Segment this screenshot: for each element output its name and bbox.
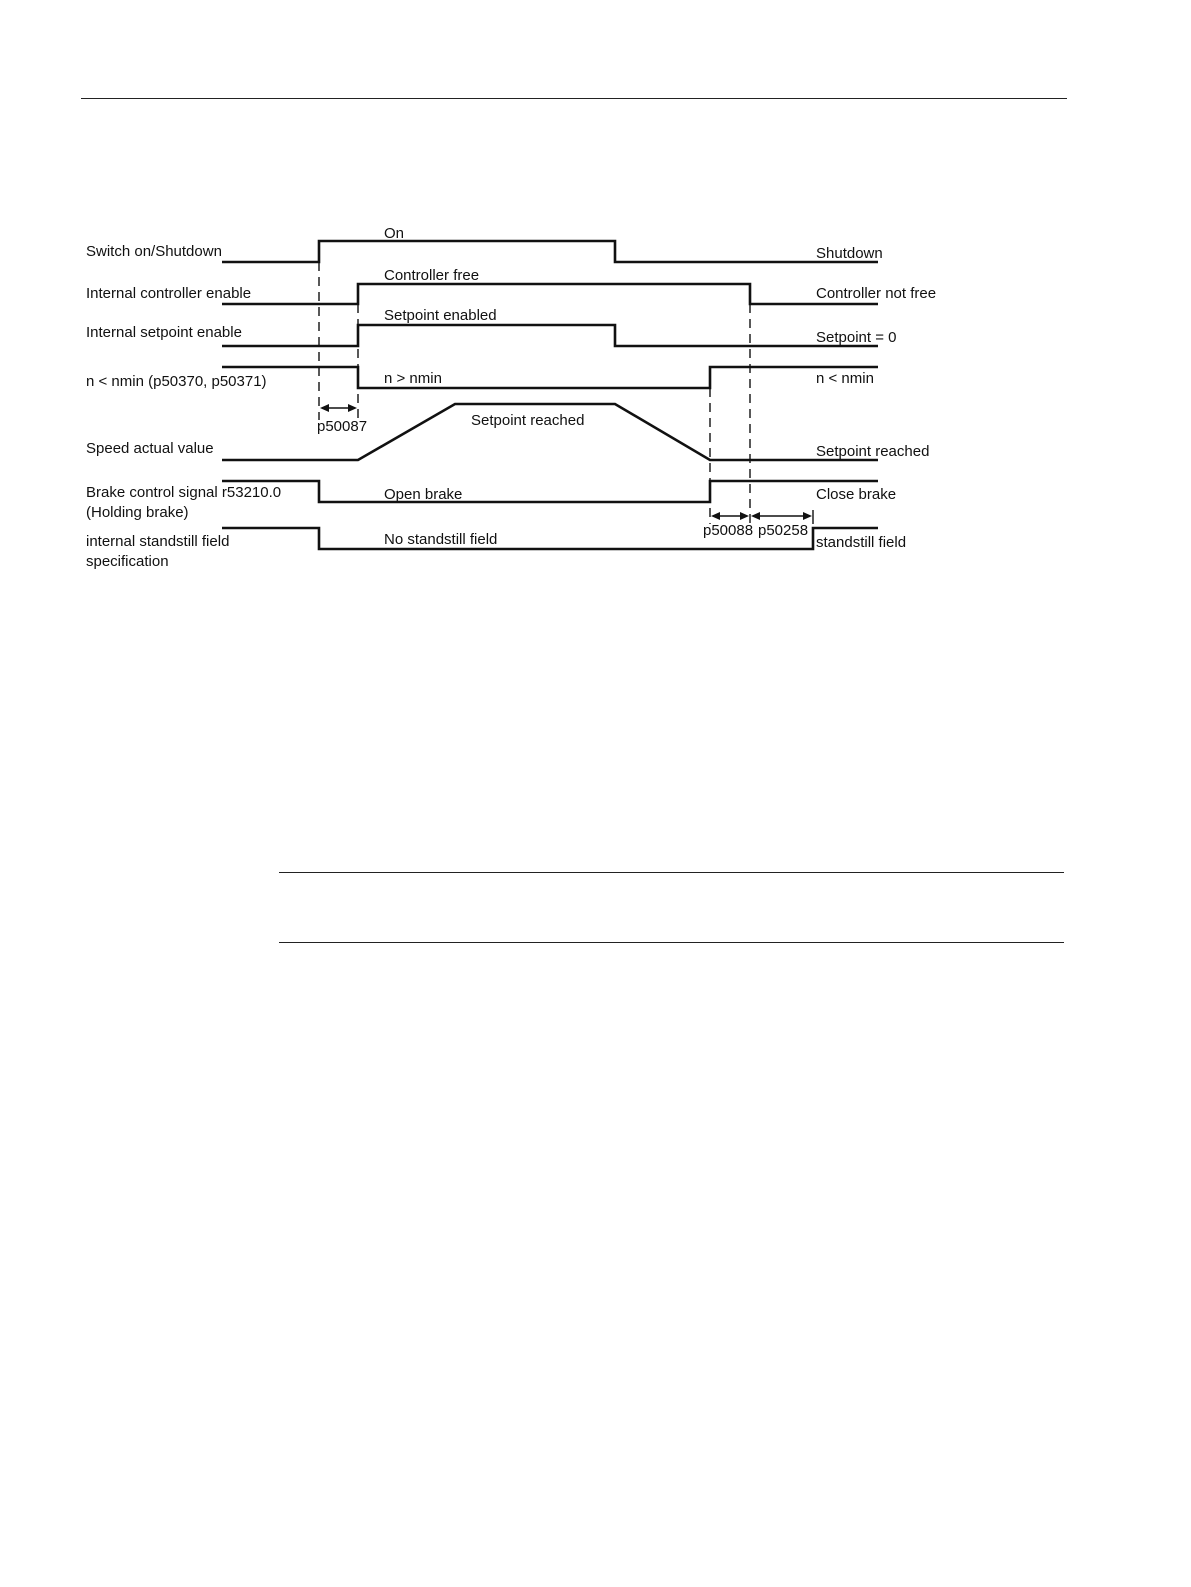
state-controller-not-free: Controller not free: [816, 285, 937, 302]
state-n-greater-nmin: n > nmin: [384, 370, 442, 387]
waveform-setpoint-enable: [222, 325, 878, 346]
waveform-switch-on: [222, 241, 878, 262]
waveform-brake: [222, 481, 878, 502]
arrowhead-left-icon: [751, 512, 760, 520]
note-bottom-rule: [279, 942, 1064, 943]
state-setpoint-zero: Setpoint = 0: [816, 329, 897, 346]
state-on: On: [384, 225, 405, 242]
signal-label-setpoint-enable: Internal setpoint enable: [86, 324, 242, 341]
state-n-less-nmin: n < nmin: [816, 370, 874, 387]
state-close-brake: Close brake: [816, 486, 897, 503]
signal-label-brake-line2: (Holding brake): [86, 504, 189, 521]
param-p50088: p50088: [703, 522, 754, 539]
arrowhead-right-icon: [803, 512, 812, 520]
state-shutdown: Shutdown: [816, 245, 883, 262]
arrowhead-left-icon: [320, 404, 329, 412]
waveform-controller-enable: [222, 284, 878, 304]
param-p50258: p50258: [758, 522, 809, 539]
state-controller-free: Controller free: [384, 267, 480, 284]
signal-label-speed-actual: Speed actual value: [86, 440, 214, 457]
signal-label-controller-enable: Internal controller enable: [86, 285, 252, 302]
param-p50087: p50087: [317, 418, 368, 435]
signal-label-nmin: n < nmin (p50370, p50371): [86, 373, 267, 390]
state-setpoint-reached-right: Setpoint reached: [816, 443, 930, 460]
signal-label-standstill-line1: internal standstill field: [86, 533, 230, 550]
state-no-standstill-field: No standstill field: [384, 531, 498, 548]
note-top-rule: [279, 872, 1064, 873]
signal-label-standstill-line2: specification: [86, 553, 169, 570]
state-setpoint-reached-mid: Setpoint reached: [471, 412, 585, 429]
state-open-brake: Open brake: [384, 486, 463, 503]
arrowhead-right-icon: [740, 512, 749, 520]
arrowhead-right-icon: [348, 404, 357, 412]
state-setpoint-enabled: Setpoint enabled: [384, 307, 497, 324]
waveform-nmin: [222, 367, 878, 388]
signal-label-switch-on: Switch on/Shutdown: [86, 243, 222, 260]
timing-diagram: [0, 0, 1191, 620]
arrowhead-left-icon: [711, 512, 720, 520]
state-standstill-field: standstill field: [816, 534, 907, 551]
signal-label-brake-line1: Brake control signal r53210.0: [86, 484, 282, 501]
